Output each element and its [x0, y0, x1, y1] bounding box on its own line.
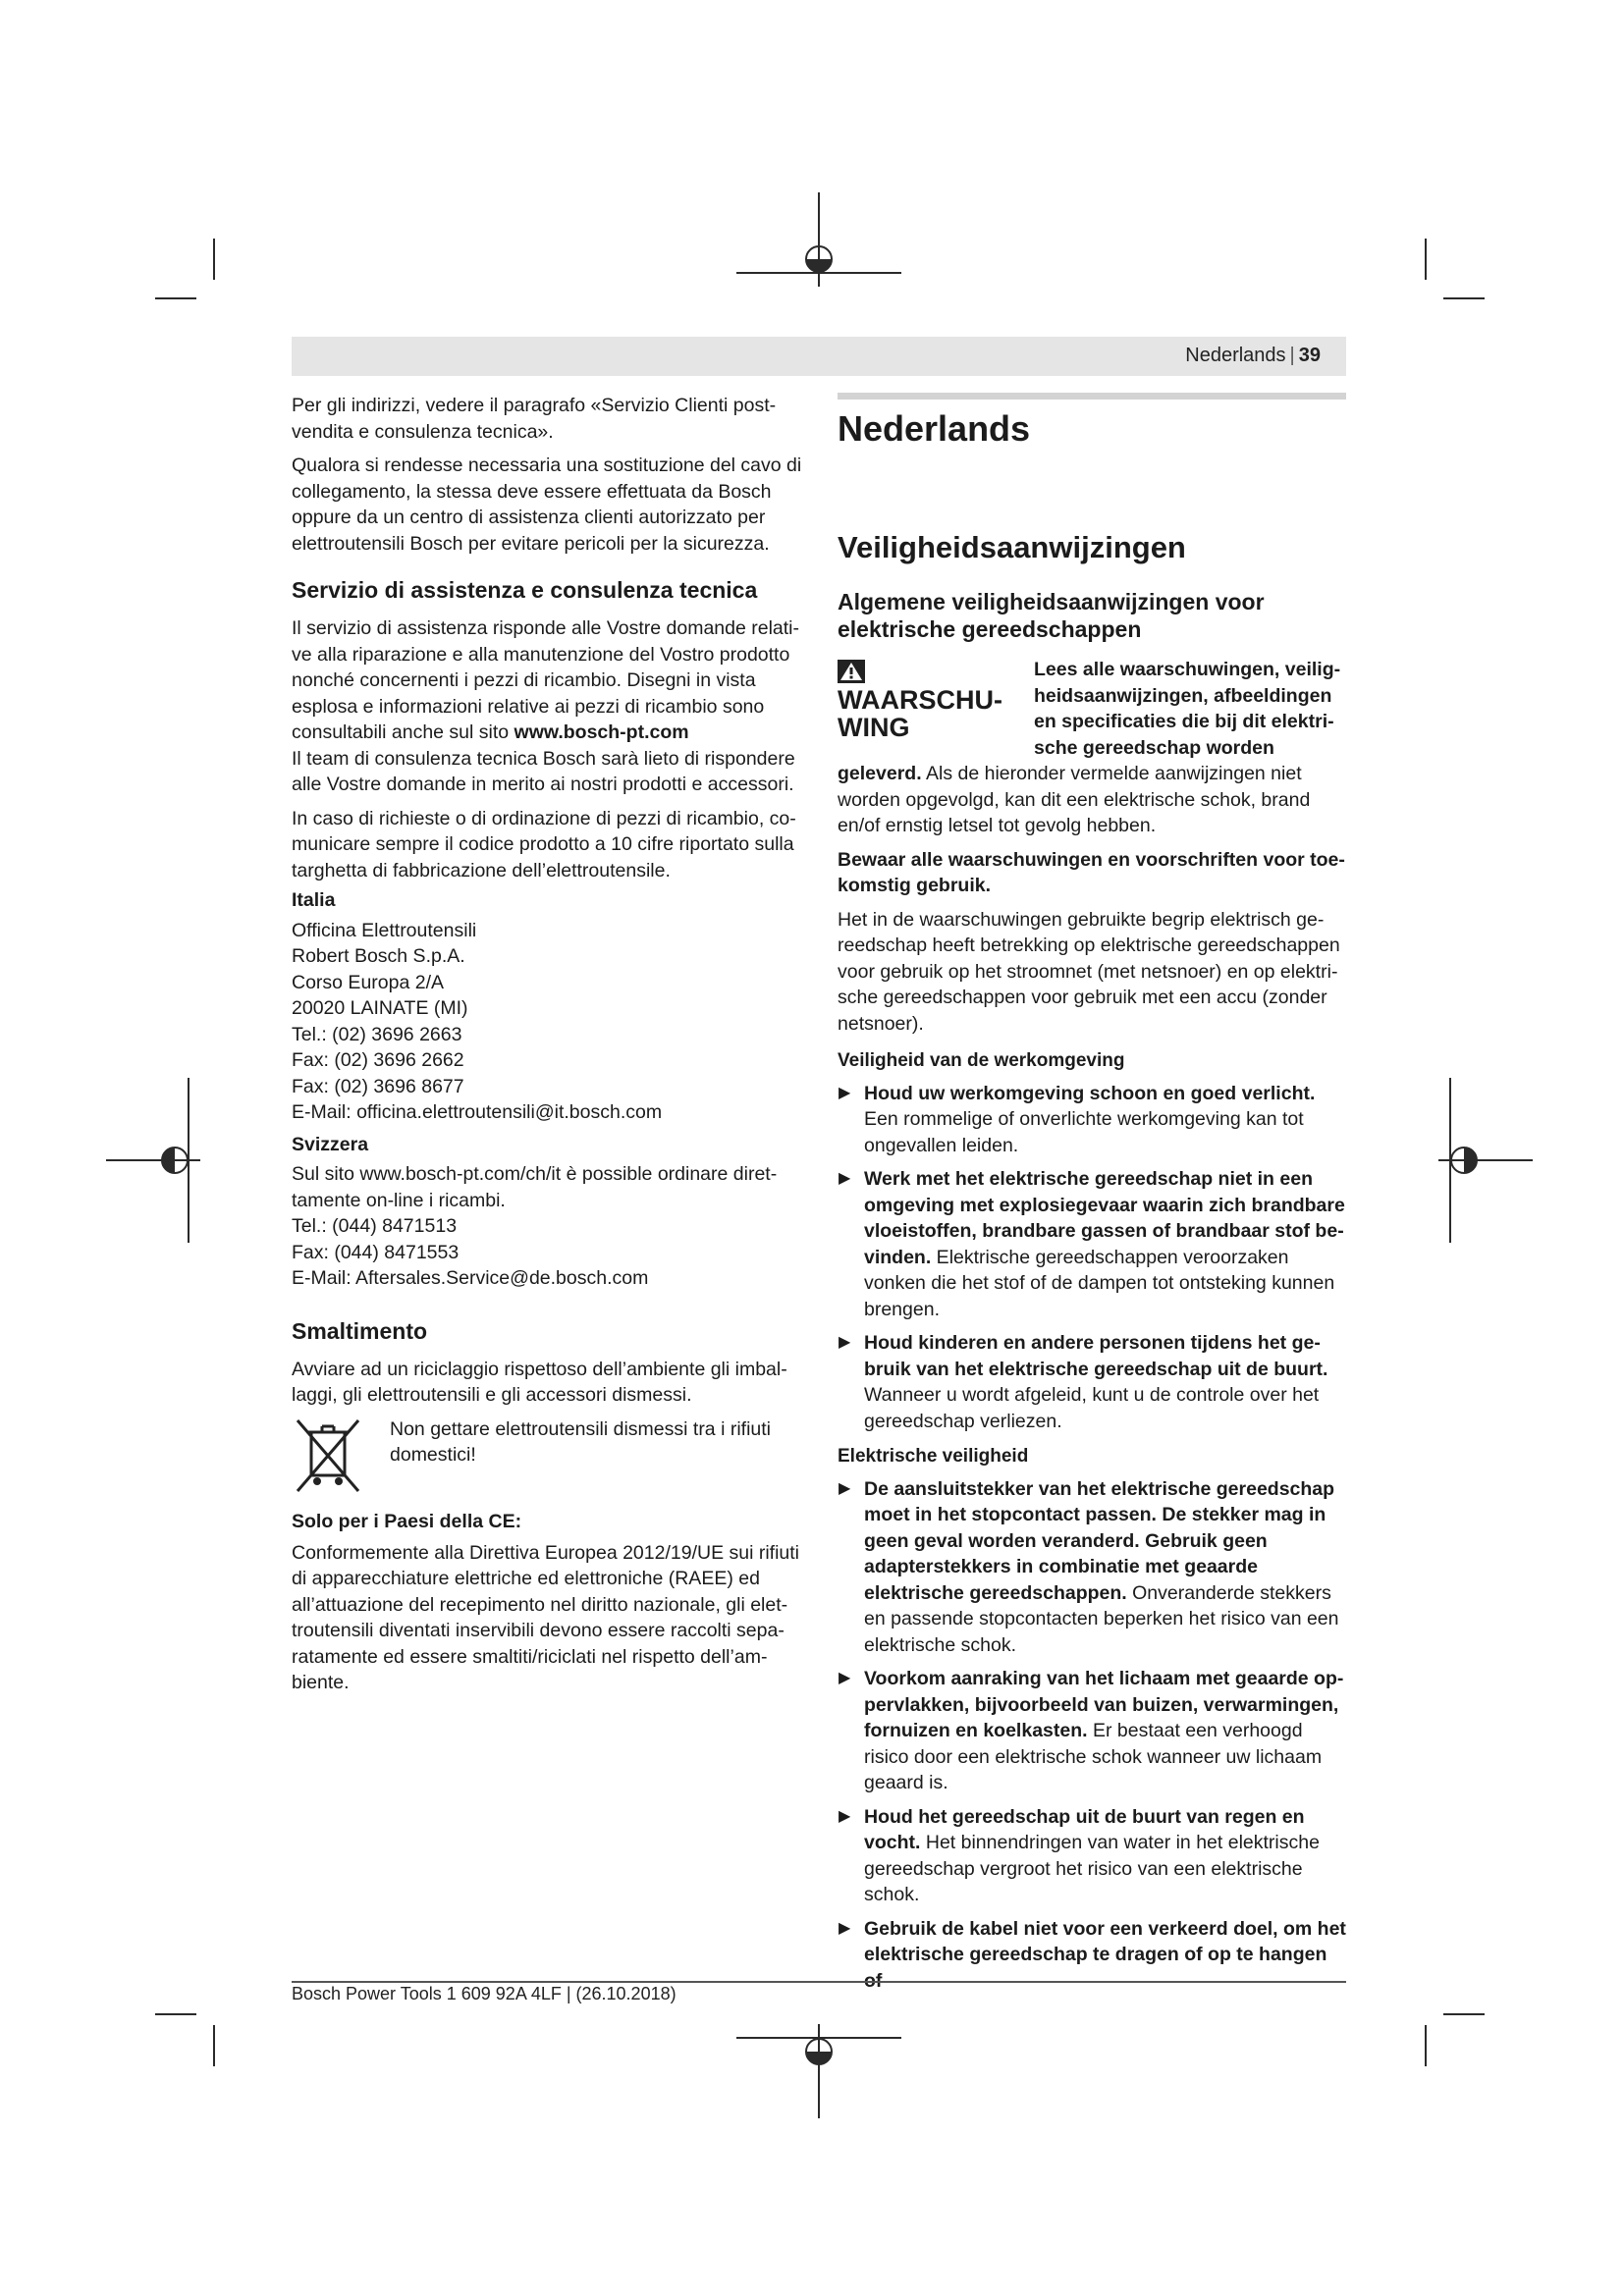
bullet-triangle-icon: ▶	[839, 1670, 851, 1686]
language-title: Nederlands	[838, 408, 1031, 449]
list-item: ▶ Werk met het elektrische gereedschap niet in een omgeving met explosiegevaar waarin zich brandbare vloeistoffen, brandbare gassen of brandbaar stof bevinden. Elektrische gereedschappen veroorzaken vonken die het stof of de dampen tot ontsteking kunnen brengen.	[839, 1168, 1345, 1320]
heading-service: Servizio di assistenza e consulenza tecnica	[292, 577, 758, 603]
address-italia	[292, 918, 802, 1126]
registration-mark-icon	[1438, 1078, 1533, 1243]
paragraph: Het in de waarschuwingen gebruikte begrip elektrisch gereedschap heeft betrekking op elektrische gereedschappen voor gebruik op het stroomnet (met netsnoer) en op elektrische gereedschappen voor gebruik met een accu (zonder netsnoer).	[838, 908, 1340, 1035]
list-item: ▶ Gebruik de kabel niet voor een verkeerd doel, om het elektrische gereedschap te dragen of op te hangen	[839, 1917, 1346, 1965]
footer-rule	[292, 1981, 1346, 1983]
country-heading-svizzera: Svizzera	[292, 1133, 369, 1155]
list-item: ▶ Houd het gereedschap uit de buurt van regen en vocht. Het binnendringen van water in het elektrische gereedschap vergroot het risico van een elektrische schok.	[839, 1805, 1320, 1905]
crop-mark	[155, 297, 196, 299]
crop-mark	[213, 2025, 215, 2066]
paragraph: Il team di consulenza tecnica Bosch sarà lieto di rispondere alle Vostre domande in merito ai nostri prodotti e accessori.	[292, 747, 795, 795]
bullet-triangle-icon: ▶	[839, 1919, 851, 1937]
crop-mark	[213, 239, 215, 280]
warning-block	[838, 657, 1346, 839]
registration-mark-icon	[736, 192, 901, 287]
page-number: 39	[1298, 345, 1321, 366]
address-line: Corso Europa 2/A	[292, 971, 445, 993]
heading-disposal: Smaltimento	[292, 1317, 428, 1344]
page-header	[292, 337, 1346, 376]
address-line: Tel.: (02) 3696 2663	[292, 1023, 462, 1045]
warning-text: Lees alle waarschuwingen, veiligheidsaanwijzingen, afbeeldingen en specificaties die bij dit elektrische gereedschap worden geleverd. Als de hieronder vermelde aanwijzingen niet worden opgevolgd, kan dit een elektrische schok, brand en/of ernstig letsel tot gevolg hebben.	[838, 659, 1341, 836]
address-line: Fax: (044) 8471553	[292, 1241, 460, 1263]
left-column	[292, 393, 802, 1704]
address-line: Fax: (02) 3696 8677	[292, 1075, 464, 1097]
bullet-triangle-icon: ▶	[839, 1479, 851, 1497]
address-line: Sul sito www.bosch-pt.com/ch/it è possible ordinare direttamente on-line i ricambi.	[292, 1163, 778, 1211]
heading-general-safety: Algemene veiligheidsaanwijzingen voor elektrische gereedschappen	[838, 589, 1265, 642]
crop-mark	[1425, 2025, 1427, 2066]
list-item: ▶ Voorkom aanraking van het lichaam met geaarde oppervlakken, bijvoorbeeld van buizen, verwarmingen, fornuizen en koelkasten. Er bestaat een verhoogd risico door een elektrische schok wanneer uw lichaam geaard is.	[839, 1668, 1344, 1793]
section-title: Veiligheidsaanwijzingen	[838, 530, 1186, 564]
paragraph: Il servizio di assistenza risponde alle Vostre domande relative alla riparazione e alla manutenzione del Vostro prodotto nonché concernenti i pezzi di ricambio. Disegni in vista esplosa e informazioni relative ai pezzi di ricambio sono consultabili anche sul sito www.bosch-pt.com	[292, 617, 800, 743]
bullet-triangle-icon: ▶	[839, 1170, 851, 1187]
address-line: E-Mail: officina.elettroutensili@it.bosch.com	[292, 1101, 663, 1123]
running-header: Nederlands | 39	[1185, 345, 1321, 366]
paragraph: Avviare ad un riciclaggio rispettoso dell’ambiente gli imballaggi, gli elettroutensili e gli accessori dismessi.	[292, 1358, 787, 1406]
crop-mark	[155, 2013, 196, 2015]
keep-instructions: Bewaar alle waarschuwingen en voorschriften voor toekomstig gebruik.	[838, 848, 1345, 896]
country-heading-italia: Italia	[292, 889, 336, 911]
weee-notice	[292, 1416, 802, 1495]
bosch-website-link: www.bosch-pt.com	[514, 721, 689, 743]
warning-label: WAARSCHUWING	[838, 659, 1016, 741]
list-item: ▶ Houd kinderen en andere personen tijdens het gebruik van het elektrische gereedschap uit de buurt. Wanneer u wordt afgeleid, kunt u de controle over het gereedschap verliezen.	[839, 1332, 1328, 1432]
heading-work-area: Veiligheid van de werkomgeving	[838, 1050, 1125, 1071]
list-item: ▶ De aansluitstekker van het elektrische gereedschap moet in het stopcontact passen. De stekker mag in geen geval worden veranderd. Gebruik geen adapterstekkers in combinatie met geaarde elektrische gereedschappen. Onveranderde stekkers en passende stopcontacten beperken het risico van een elektrische schok.	[839, 1477, 1339, 1656]
warning-triangle-icon	[838, 660, 865, 683]
heading-electrical: Elektrische veiligheid	[838, 1446, 1029, 1467]
bullet-triangle-icon: ▶	[839, 1084, 851, 1101]
heading-ce: Solo per i Paesi della CE:	[292, 1510, 522, 1532]
address-svizzera	[292, 1161, 802, 1292]
address-line: Tel.: (044) 8471513	[292, 1215, 458, 1237]
paragraph: Per gli indirizzi, vedere il paragrafo «Servizio Clienti postvendita e consulenza tecnica».	[292, 395, 777, 443]
paragraph: Qualora si rendesse necessaria una sostituzione del cavo di collegamento, la stessa deve essere effettuata da Bosch oppure da un centro di assistenza clienti autorizzato per elettroutensili Bosch per evitare pericoli per la sicurezza.	[292, 454, 802, 555]
language-rule	[838, 393, 1346, 400]
registration-mark-icon	[736, 2024, 901, 2118]
address-line: Fax: (02) 3696 2662	[292, 1049, 464, 1071]
crop-mark	[1443, 2013, 1485, 2015]
paragraph: In caso di richieste o di ordinazione di pezzi di ricambio, comunicare sempre il codice prodotto a 10 cifre riportato sulla targhetta di fabbricazione dell’elettroutensile.	[292, 807, 796, 881]
address-line: Robert Bosch S.p.A.	[292, 945, 465, 967]
registration-mark-icon	[106, 1078, 200, 1243]
footer-text: Bosch Power Tools 1 609 92A 4LF | (26.10.2018)	[292, 1984, 677, 2003]
address-line: Officina Elettroutensili	[292, 919, 477, 941]
right-column	[838, 393, 1346, 2002]
weee-text: Non gettare elettroutensili dismessi tra i rifiuti domestici!	[390, 1417, 771, 1466]
crop-mark	[1443, 297, 1485, 299]
crop-mark	[1425, 239, 1427, 280]
paragraph: Conformemente alla Direttiva Europea 2012/19/UE sui rifiuti di apparecchiature elettriche ed elettroniche (RAEE) ed all’attuazione del recepimento nel diritto nazionale, gli elettroutensili diventati inservibili devono essere raccolti separatamente ed essere smaltiti/riciclati nel rispetto dell’ambiente.	[292, 1541, 800, 1693]
bullet-triangle-icon: ▶	[839, 1807, 851, 1825]
crossed-bin-icon	[292, 1416, 364, 1495]
list-item: ▶ Houd uw werkomgeving schoon en goed verlicht. Een rommelige of onverlichte werkomgeving kan tot ongevallen leiden.	[839, 1082, 1316, 1156]
address-line: 20020 LAINATE (MI)	[292, 997, 468, 1019]
header-language: Nederlands	[1185, 345, 1286, 366]
address-line: E-Mail: Aftersales.Service@de.bosch.com	[292, 1267, 649, 1289]
bullet-triangle-icon: ▶	[839, 1334, 851, 1351]
